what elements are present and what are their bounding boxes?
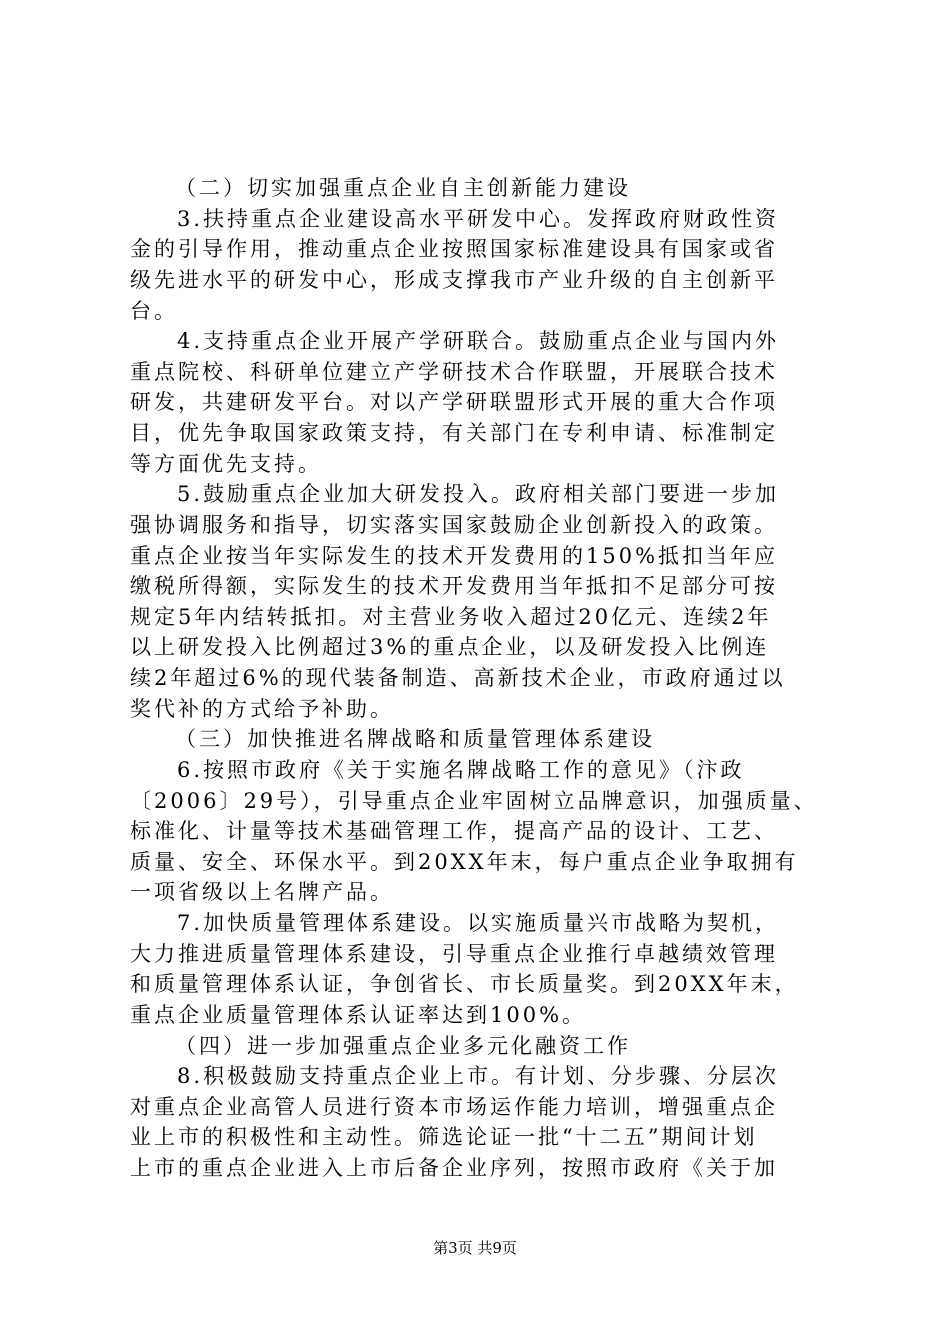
paragraph-line: 6.按照市政府《关于实施名牌战略工作的意见》（汴政 — [177, 757, 745, 782]
paragraph-line: 台。 — [130, 298, 178, 323]
paragraph-line: 〔2006〕29号），引导重点企业牢固树立品牌意识，加强质量、 — [130, 788, 818, 813]
heading-section-4: （四）进一步加强重点企业多元化融资工作 — [175, 1033, 631, 1058]
paragraph-line: 以上研发投入比例超过3%的重点企业，以及研发投入比例连 — [130, 635, 770, 660]
paragraph-line: 8.积极鼓励支持重点企业上市。有计划、分步骤、分层次 — [177, 1064, 780, 1089]
paragraph-line: 重点院校、科研单位建立产学研技术合作联盟，开展联合技术 — [130, 359, 778, 384]
paragraph-line: 质量、安全、环保水平。到20XX年末，每户重点企业争取拥有 — [130, 849, 799, 874]
paragraph-line: 研发，共建研发平台。对以产学研联盟形式开展的重大合作项 — [130, 390, 778, 415]
paragraph-line: 重点企业按当年实际发生的技术开发费用的150%抵扣当年应 — [130, 543, 779, 568]
paragraph-line: 等方面优先支持。 — [130, 451, 322, 476]
paragraph-line: 对重点企业高管人员进行资本市场运作能力培训，增强重点企 — [130, 1094, 778, 1119]
paragraph-line: 和质量管理体系认证，争创省长、市长质量奖。到20XX年末， — [130, 972, 799, 997]
paragraph-line: 重点企业质量管理体系认证率达到100%。 — [130, 1002, 587, 1027]
paragraph-line: 业上市的积极性和主动性。筛选论证一批“十二五”期间计划 — [130, 1125, 758, 1150]
paragraph-line: 奖代补的方式给予补助。 — [130, 696, 394, 721]
paragraph-line: 强协调服务和指导，切实落实国家鼓励企业创新投入的政策。 — [130, 512, 778, 537]
paragraph-line: 标准化、计量等技术基础管理工作，提高产品的设计、工艺、 — [130, 819, 778, 844]
paragraph-line: 缴税所得额，实际发生的技术开发费用当年抵扣不足部分可按 — [130, 574, 778, 599]
paragraph-line: 金的引导作用，推动重点企业按照国家标准建设具有国家或省 — [130, 237, 778, 262]
paragraph-line: 规定5年内结转抵扣。对主营业务收入超过20亿元、连续2年 — [130, 604, 772, 629]
paragraph-line: 上市的重点企业进入上市后备企业序列，按照市政府《关于加 — [130, 1156, 778, 1180]
page-number-footer: 第3页 共9页 — [433, 1239, 517, 1257]
heading-section-3: （三）加快推进名牌战略和质量管理体系建设 — [175, 727, 655, 752]
paragraph-line: 4.支持重点企业开展产学研联合。鼓励重点企业与国内外 — [177, 329, 780, 354]
paragraph-line: 5.鼓励重点企业加大研发投入。政府相关部门要进一步加 — [177, 482, 780, 507]
paragraph-line: 一项省级以上名牌产品。 — [130, 880, 394, 905]
paragraph-line: 级先进水平的研发中心，形成支撑我市产业升级的自主创新平 — [130, 267, 778, 292]
paragraph-line: 续2年超过6%的现代装备制造、高新技术企业，市政府通过以 — [130, 666, 786, 690]
paragraph-line: 7.加快质量管理体系建设。以实施质量兴市战略为契机， — [177, 911, 780, 935]
paragraph-line: 大力推进质量管理体系建设，引导重点企业推行卓越绩效管理 — [130, 941, 778, 966]
paragraph-line: 目，优先争取国家政策支持，有关部门在专利申请、标准制定 — [130, 421, 778, 445]
heading-section-2: （二）切实加强重点企业自主创新能力建设 — [175, 176, 631, 200]
paragraph-line: 3.扶持重点企业建设高水平研发中心。发挥政府财政性资 — [177, 206, 780, 231]
